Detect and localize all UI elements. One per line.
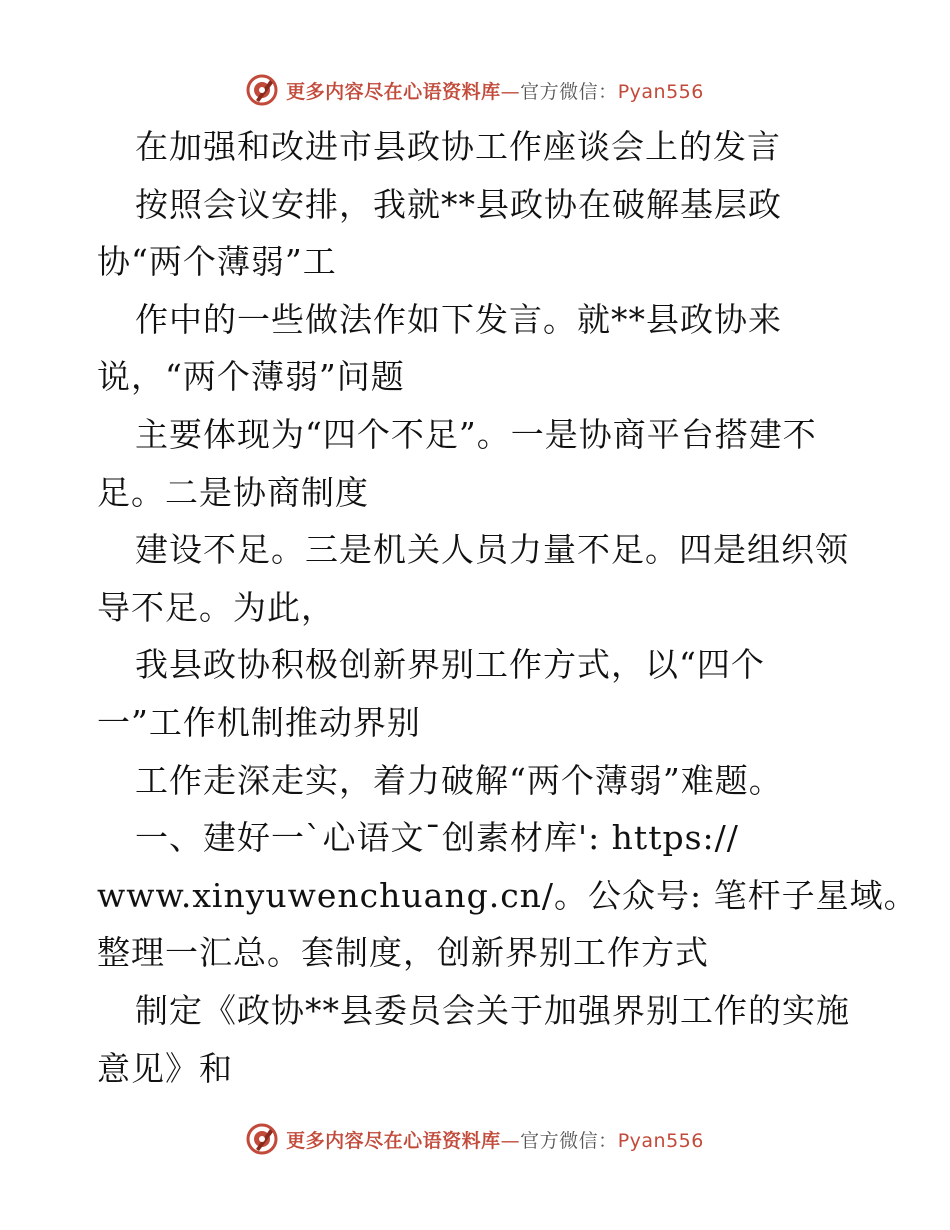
watermark-separator: — xyxy=(500,1129,521,1152)
document-body xyxy=(97,118,918,1097)
paragraph-line: 建设不足。三是机关人员力量不足。四是组织领 xyxy=(135,530,849,570)
watermark-brand: 更多内容尽在心语资料库 xyxy=(286,1129,501,1152)
watermark-text xyxy=(286,77,704,104)
paragraph-line: 一”工作机制推动界别 xyxy=(97,702,421,742)
watermark-wechat-label: 官方微信： xyxy=(520,80,618,103)
paragraph-line: 主要体现为“四个不足”。一是协商平台搭建不 xyxy=(135,414,817,454)
paragraph-line: www.xinyuwenchuang.cn/。公众号: 笔杆子星域。 xyxy=(97,875,918,915)
header-watermark-banner xyxy=(0,70,950,110)
watermark-separator: — xyxy=(500,80,521,103)
paragraph-line: 导不足。为此， xyxy=(97,587,335,627)
watermark-brand: 更多内容尽在心语资料库 xyxy=(286,80,501,103)
pen-circle-logo-icon xyxy=(246,74,278,106)
document-title: 在加强和改进市县政协工作座谈会上的发言 xyxy=(135,127,781,166)
paragraph-line: 工作走深走实，着力破解“两个薄弱”难题。 xyxy=(135,760,783,800)
paragraph-line: 协“两个薄弱”工 xyxy=(97,242,337,282)
watermark-wechat-id: Pyan556 xyxy=(617,80,704,103)
paragraph-line: 按照会议安排，我就**县政协在破解基层政 xyxy=(135,184,782,224)
watermark-wechat-id: Pyan556 xyxy=(617,1129,704,1152)
paragraph-line: 整理一汇总。套制度，创新界别工作方式 xyxy=(97,933,709,973)
paragraph-line: 作中的一些做法作如下发言。就**县政协来 xyxy=(135,299,782,339)
watermark-wechat-label: 官方微信： xyxy=(520,1129,618,1152)
section-heading-line: 一、建好一`心语文¯创素材库': https:// xyxy=(135,818,739,858)
pen-circle-logo-icon xyxy=(246,1123,278,1155)
watermark-text xyxy=(286,1126,704,1153)
footer-watermark-banner xyxy=(0,1119,950,1159)
paragraph-line: 制定《政协**县委员会关于加强界别工作的实施 xyxy=(135,990,850,1030)
paragraph-line: 说，“两个薄弱”问题 xyxy=(97,357,405,397)
paragraph-line: 意见》和 xyxy=(97,1048,233,1088)
paragraph-line: 足。二是协商制度 xyxy=(97,472,369,512)
paragraph-line: 我县政协积极创新界别工作方式，以“四个 xyxy=(135,645,765,685)
